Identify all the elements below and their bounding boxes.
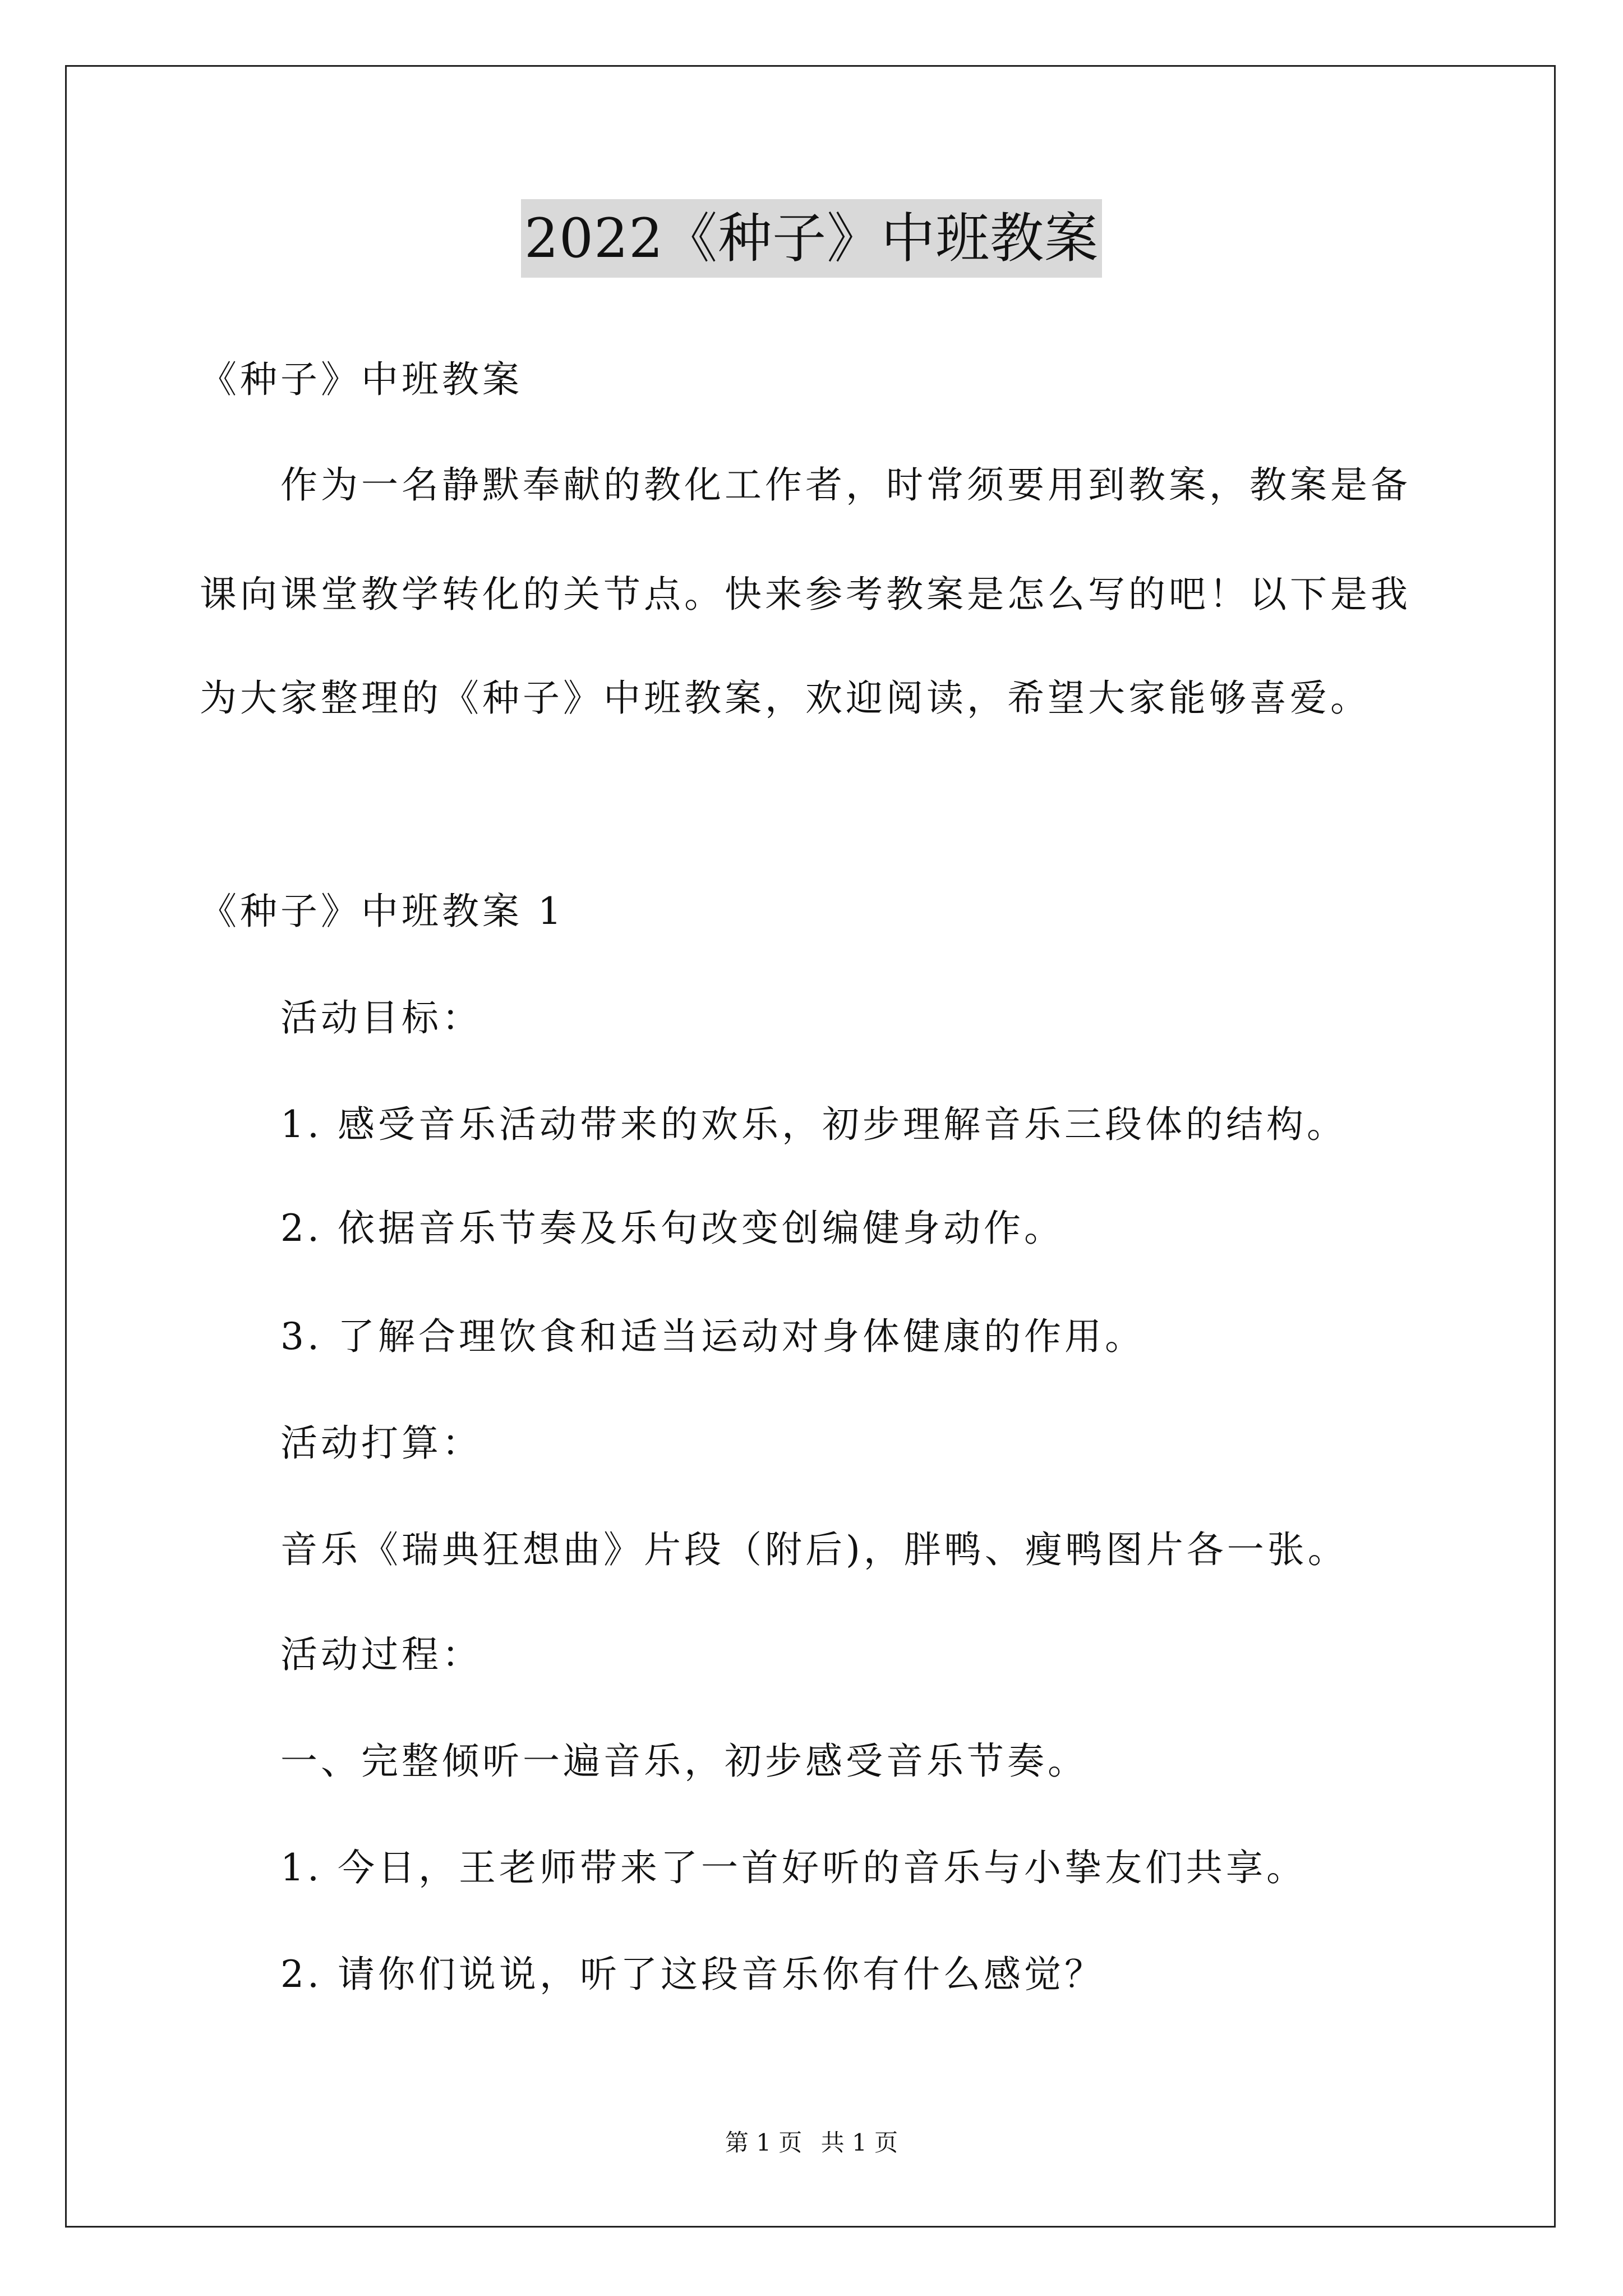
intro-line-2: 课向课堂教学转化的关节点。快来参考教案是怎么写的吧！以下是我 bbox=[200, 573, 1411, 616]
step-item-2: 2. 请你们说说，听了这段音乐你有什么感觉？ bbox=[280, 1953, 1105, 1996]
prep-label: 活动打算： bbox=[280, 1421, 482, 1465]
step-heading: 一、完整倾听一遍音乐，初步感受音乐节奏。 bbox=[280, 1740, 1088, 1783]
intro-line-1: 作为一名静默奉献的教化工作者，时常须要用到教案，教案是备 bbox=[280, 463, 1411, 507]
goal-item-1: 1. 感受音乐活动带来的欢乐，初步理解音乐三段体的结构。 bbox=[280, 1103, 1347, 1146]
title-container bbox=[0, 199, 1623, 278]
step-item-1: 1. 今日，王老师带来了一首好听的音乐与小挚友们共享。 bbox=[280, 1846, 1307, 1889]
page-footer bbox=[0, 2126, 1623, 2160]
goals-label: 活动目标： bbox=[280, 996, 482, 1039]
prep-text: 音乐《瑞典狂想曲》片段（附后)，胖鸭、瘦鸭图片各一张。 bbox=[280, 1528, 1348, 1571]
page-total: 共 1 页 bbox=[820, 2129, 898, 2156]
page-number: 第 1 页 bbox=[725, 2129, 803, 2156]
document-subtitle: 《种子》中班教案 bbox=[200, 358, 523, 401]
goal-item-2: 2. 依据音乐节奏及乐句改变创编健身动作。 bbox=[280, 1207, 1064, 1250]
goal-item-3: 3. 了解合理饮食和适当运动对身体健康的作用。 bbox=[280, 1315, 1145, 1358]
section-heading: 《种子》中班教案 1 bbox=[200, 890, 565, 933]
intro-line-3: 为大家整理的《种子》中班教案，欢迎阅读，希望大家能够喜爱。 bbox=[200, 677, 1371, 720]
document-title: 2022《种子》中班教案 bbox=[521, 199, 1102, 278]
process-label: 活动过程： bbox=[280, 1633, 482, 1676]
